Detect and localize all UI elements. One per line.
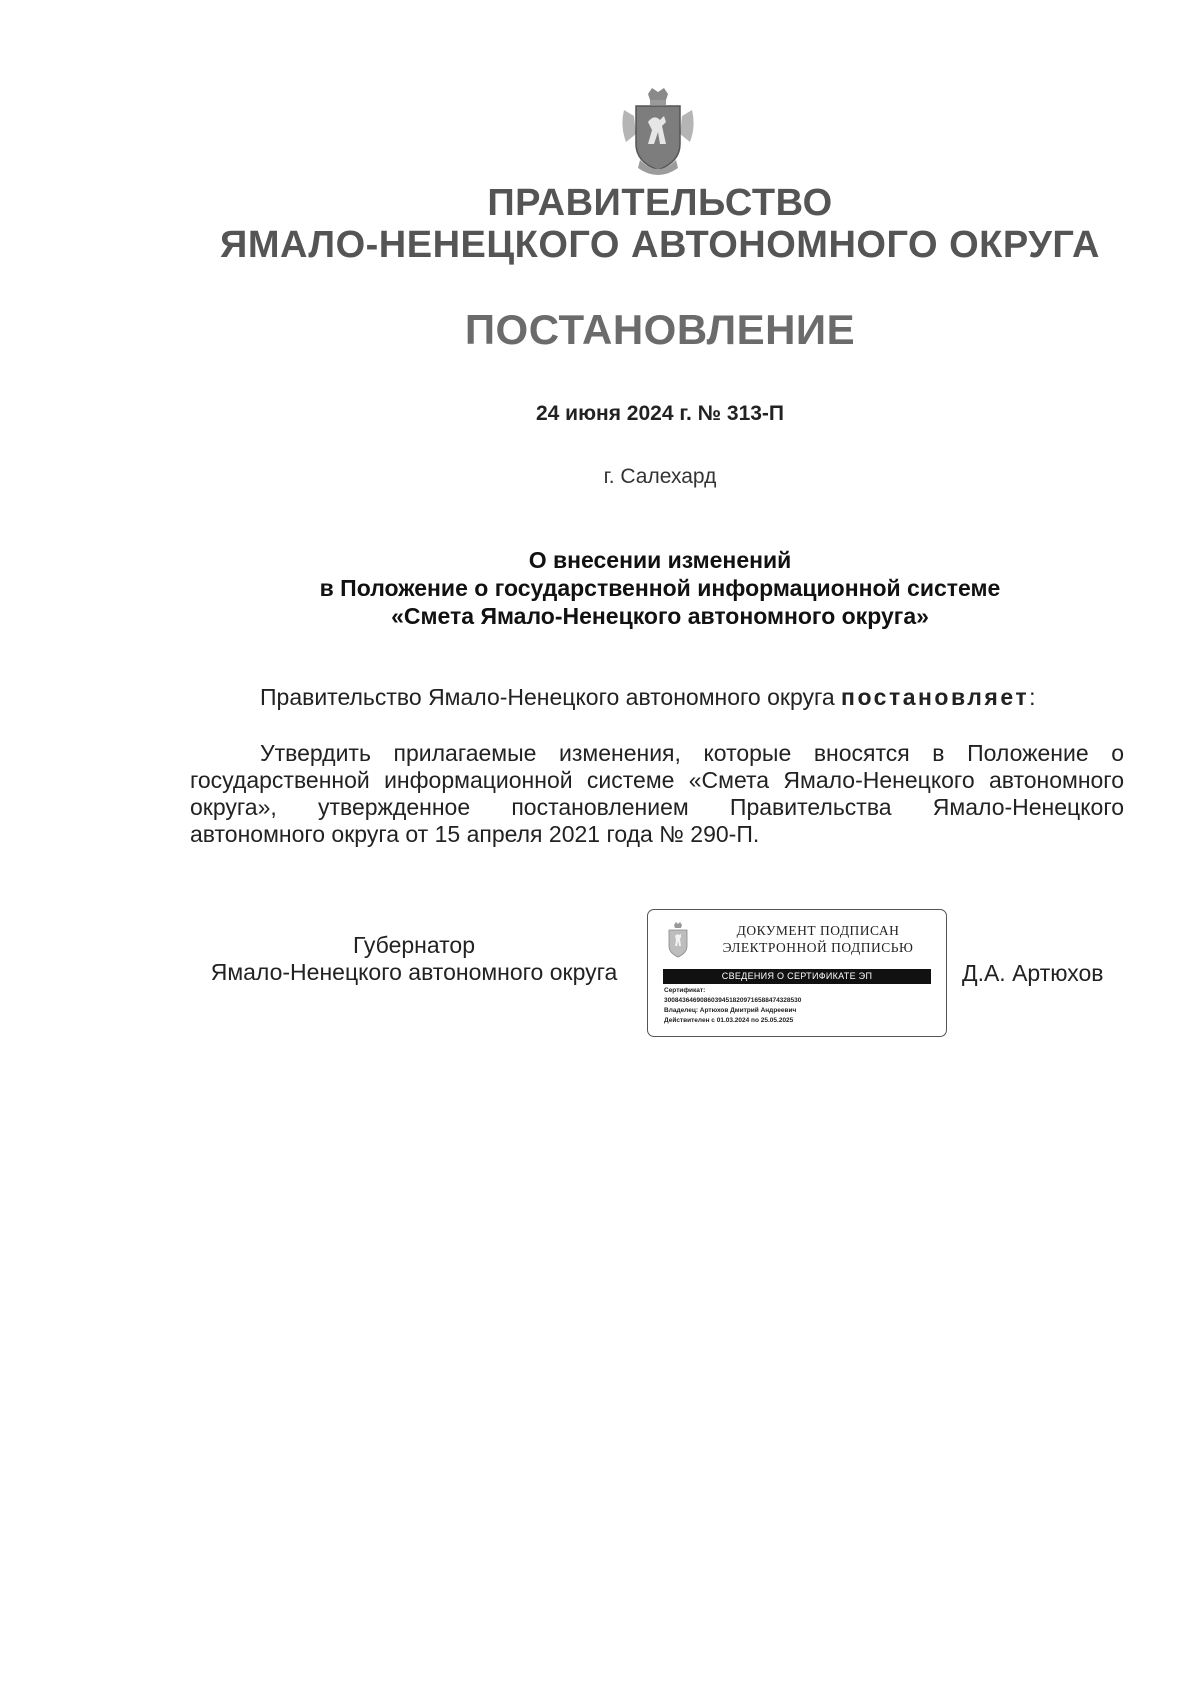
certificate-info-bar: СВЕДЕНИЯ О СЕРТИФИКАТЕ ЭП bbox=[663, 969, 931, 984]
signer-title-line1: Губернатор bbox=[352, 932, 476, 958]
stamp-heading-line1: ДОКУМЕНТ ПОДПИСАН bbox=[736, 923, 900, 938]
date-and-number: 24 июня 2024 г. № 313-П bbox=[535, 402, 785, 425]
coat-of-arms-icon bbox=[664, 922, 692, 958]
electronic-signature-stamp bbox=[647, 909, 947, 1037]
resolution-paragraph bbox=[190, 740, 1124, 848]
subject-line2: в Положение о государственной информационной системе bbox=[319, 575, 1001, 601]
preamble-text: Правительство Ямало-Ненецкого автономного округа bbox=[260, 684, 842, 710]
signer-title-line2: Ямало-Ненецкого автономного округа bbox=[210, 959, 618, 985]
subject-line3: «Смета Ямало-Ненецкого автономного округа» bbox=[391, 603, 929, 629]
government-title-line1: ПРАВИТЕЛЬСТВО bbox=[487, 182, 833, 224]
preamble-colon: : bbox=[1029, 684, 1036, 710]
certificate-label: Сертификат: bbox=[664, 987, 706, 994]
signer-name: Д.А. Артюхов bbox=[962, 960, 1104, 986]
signer-title bbox=[190, 932, 638, 986]
yamal-coat-of-arms-icon bbox=[620, 86, 696, 178]
government-title-line2: ЯМАЛО-НЕНЕЦКОГО АВТОНОМНОГО ОКРУГА bbox=[220, 224, 1100, 266]
stamp-heading-line2: ЭЛЕКТРОННОЙ ПОДПИСЬЮ bbox=[722, 940, 914, 955]
preamble-emphasis: постановляет bbox=[841, 684, 1030, 710]
certificate-owner: Владелец: Артюхов Дмитрий Андреевич bbox=[664, 1007, 797, 1014]
document-type-title: ПОСТАНОВЛЕНИЕ bbox=[464, 306, 856, 353]
document-subject bbox=[0, 546, 1200, 630]
stamp-heading bbox=[698, 922, 938, 956]
city: г. Салехард bbox=[603, 465, 717, 488]
paragraph-text: Утвердить прилагаемые изменения, которые вносятся в Положение о государственной информационной системе «Смета Ямало-Ненецкого автономного округа», утвержденное постановлением Правительства Ямало-Ненецкого автономного округа от 15 апреля 2021 года № 290-П. bbox=[190, 740, 1124, 847]
certificate-number: 30084364690860394518209716588474328530 bbox=[664, 997, 802, 1004]
certificate-validity: Действителен с 01.03.2024 по 25.05.2025 bbox=[664, 1017, 794, 1024]
certificate-details bbox=[664, 986, 801, 1026]
preamble bbox=[260, 684, 1035, 711]
subject-line1: О внесении изменений bbox=[528, 547, 792, 573]
